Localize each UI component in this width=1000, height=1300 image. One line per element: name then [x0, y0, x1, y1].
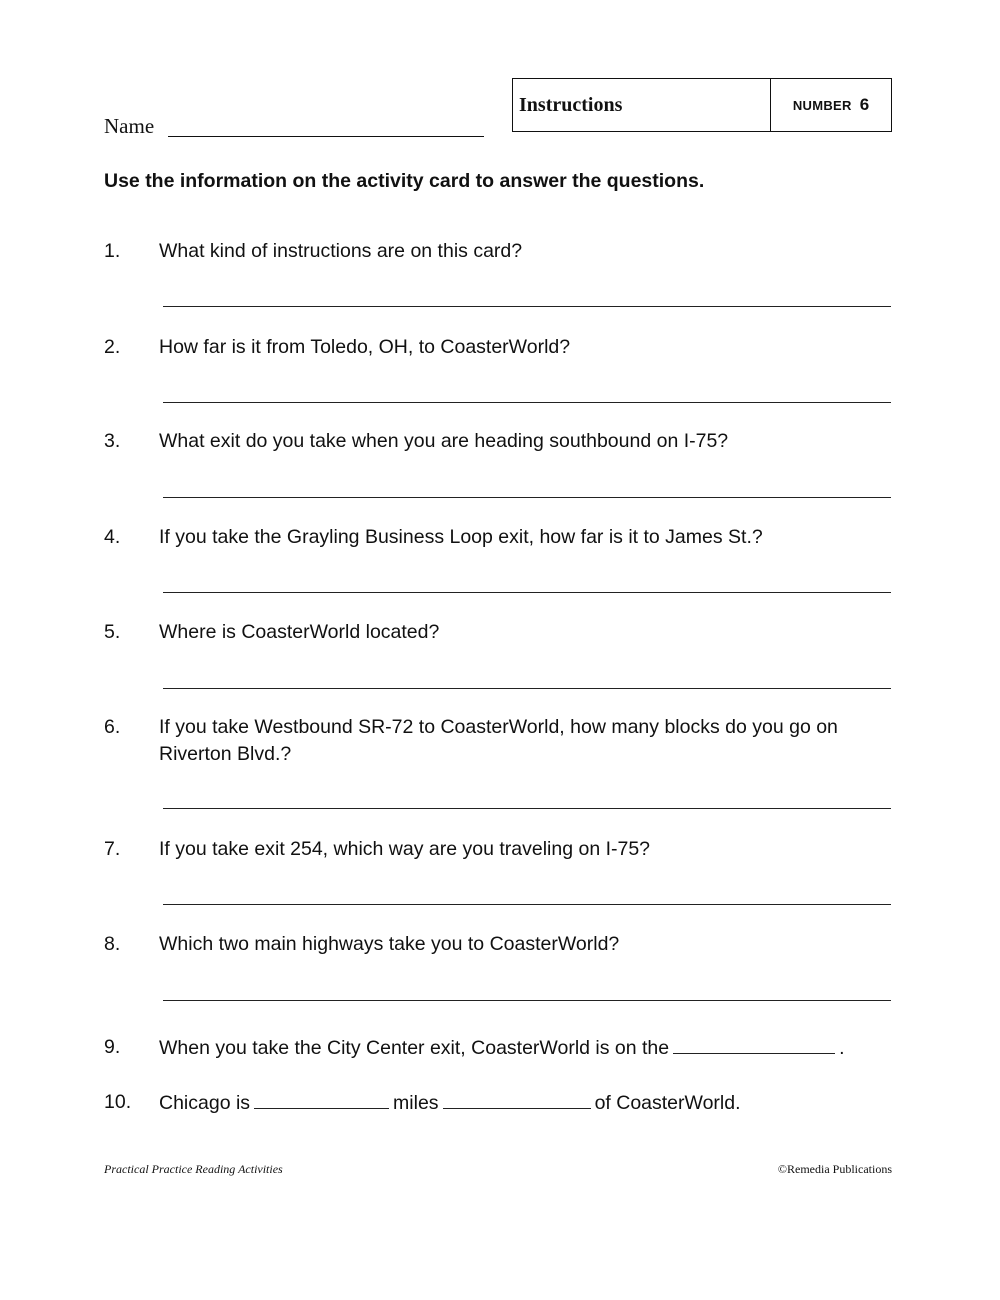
question-text: What kind of instructions are on this card?: [159, 240, 523, 262]
question-text-before-blank: When you take the City Center exit, CoasterWorld is on the: [159, 1037, 670, 1059]
question-number: 3.: [104, 430, 121, 452]
name-input-line[interactable]: [168, 136, 484, 137]
question-number: 2.: [104, 336, 121, 358]
question-text: Where is CoasterWorld located?: [159, 621, 440, 643]
answer-line-4[interactable]: [163, 592, 891, 593]
question-text: What exit do you take when you are heading southbound on I-75?: [159, 430, 729, 452]
question-text-part-2: miles: [393, 1092, 439, 1114]
question-number: 1.: [104, 240, 121, 262]
answer-line-2[interactable]: [163, 402, 891, 403]
footer-copyright: ©Remedia Publications: [777, 1162, 892, 1176]
number-value: 6: [859, 95, 870, 114]
number-label: NUMBER: [792, 97, 852, 113]
answer-line-8[interactable]: [163, 1000, 891, 1001]
question-text-after-blank: .: [839, 1037, 845, 1059]
fill-in-blank-direction[interactable]: [443, 1089, 591, 1109]
answer-line-6[interactable]: [163, 808, 891, 809]
title-box: [512, 78, 892, 132]
answer-line-5[interactable]: [163, 688, 891, 689]
name-label: Name: [104, 114, 155, 138]
question-text: If you take exit 254, which way are you traveling on I-75?: [159, 838, 651, 860]
fill-in-blank-distance[interactable]: [254, 1089, 389, 1109]
answer-line-1[interactable]: [163, 306, 891, 307]
answer-line-7[interactable]: [163, 904, 891, 905]
footer-book-title: Practical Practice Reading Activities: [104, 1162, 283, 1176]
directions: Use the information on the activity card to answer the questions.: [104, 170, 705, 192]
question-number: 9.: [104, 1036, 121, 1058]
answer-line-3[interactable]: [163, 497, 891, 498]
question-text: If you take the Grayling Business Loop exit, how far is it to James St.?: [159, 526, 763, 548]
worksheet-title: Instructions: [513, 79, 771, 131]
question-number: 6.: [104, 716, 121, 738]
question-number: 7.: [104, 838, 121, 860]
question-text: [159, 1034, 894, 1062]
question-text: Which two main highways take you to CoasterWorld?: [159, 933, 620, 955]
question-text-part-3: of CoasterWorld.: [594, 1092, 741, 1114]
question-text: [159, 1089, 894, 1117]
worksheet-number: [771, 79, 891, 131]
question-text: How far is it from Toledo, OH, to CoasterWorld?: [159, 336, 571, 358]
question-text-part-1: Chicago is: [159, 1092, 251, 1114]
question-number: 8.: [104, 933, 121, 955]
name-field: [104, 112, 494, 142]
question-number: 10.: [104, 1091, 132, 1113]
question-number: 5.: [104, 621, 121, 643]
fill-in-blank[interactable]: [673, 1034, 835, 1054]
question-text: If you take Westbound SR-72 to CoasterWorld, how many blocks do you go on Riverton Blvd.?: [159, 716, 838, 765]
question-number: 4.: [104, 526, 121, 548]
